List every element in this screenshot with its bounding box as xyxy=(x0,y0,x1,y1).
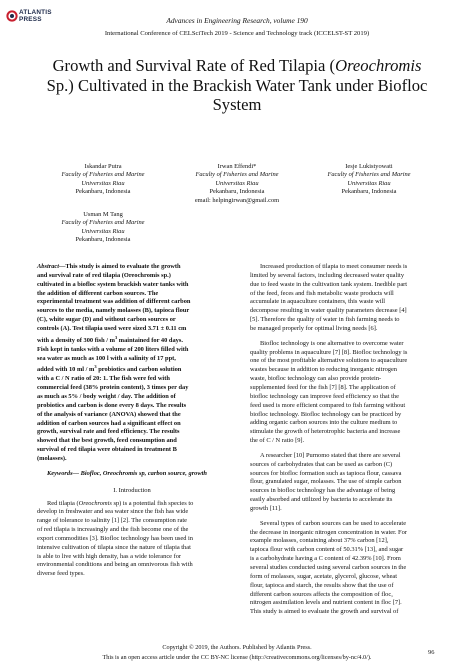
author-university: Universitas Riau xyxy=(347,179,391,187)
paper-title xyxy=(40,56,434,115)
text-line: flour, tapioca and starch, the results show that the use of xyxy=(250,581,394,589)
text-line: [5]. Therefore the quality of water in fish farming needs to xyxy=(250,316,400,324)
author-name: Irwan Effendi* xyxy=(217,163,257,170)
text-line: wastes because in addition to reducing inorganic nitrogen xyxy=(250,366,398,374)
author-name: Iesje Lukistyowati xyxy=(345,163,393,170)
text-line: growth [11]. xyxy=(250,504,282,512)
text-line: feed used is more efficient compared to fish farming without xyxy=(250,401,406,409)
text-line: quality problems in aquaculture [7] [8]. Biofloc technology is xyxy=(250,348,408,356)
author-block xyxy=(299,163,439,197)
text-line: is a carbohydrate having a C content of 42.39% [10]. From xyxy=(250,555,401,563)
author-affiliation: Faculty of Fisheries and Marine xyxy=(61,171,145,179)
title-pre: Growth and Survival Rate of Red Tilapia ( xyxy=(52,56,336,75)
author-university: Universitas Riau xyxy=(81,179,125,187)
text-line: biofloc technology. Biofloc technology can be practiced by xyxy=(250,410,402,418)
paragraph-3 xyxy=(250,452,440,514)
abstract: Abstract—This study is aimed to evaluate the growth and survival rate of red tilapia (Oreochromis sp.) cultivated in a biofloc system brackish water tanks with the addition of different carbon sources. The experimental treatment was addition of different carbon sources to the media, namely molasses (B), tapioca flour (C), white sugar (D) and without carbon sources or controls (A). Test tilapia used were sized 3.71 ± 0.11 cm with a density of 300 fish / $m^3$ maintained for 40 days. Fish kept in tanks with a volume of 200 liters filled with sea water as much as 100 l with a salinity of 17 ppt, added with 10 ml / $m^3$ probiotics and carbon solution with a C / N ratio of 20: 1. The fish were fed with commercial feed (38% protein content), 3 times per day as much as 5% / body weight / day. The addition of probiotics and carbon is done every 8 days. The results of the analysis of variance (ANOVA) showed that the addition of carbon sources had a significant effect on growth, survival rate and feed efficiency. The results showed that the best growth, feed consumption and survival of red tilapia were obtained in treatment B (molasses). xyxy=(37,263,191,462)
text-line: waste, biofloc technology can also provide protein- xyxy=(250,375,382,383)
text-line: sources for biofloc formation such as tapioca flour, cassava xyxy=(250,469,402,477)
conference-name: International Conference of CELSciTech 2019 - Science and Technology track (ICCELST-ST 2019) xyxy=(104,30,370,37)
text-line: form of molasses, sugar, acetate, glycerol, glucose, wheat xyxy=(250,572,398,580)
text-line: sources of carbohydrates that can be used as carbon (C) xyxy=(250,460,393,468)
footer-copyright: Copyright © 2019, the Authors. Published by Atlantis Press. xyxy=(162,644,312,651)
abstract-label: Abstract xyxy=(37,263,60,270)
text-line: be managed properly for optimal living needs [6]. xyxy=(250,324,378,332)
text-line: flour, granulated sugar, molasses. The use of simple carbon xyxy=(250,478,402,486)
text-line: tapioca flour with carbon content of 50.31% [13], and sugar xyxy=(250,546,404,554)
text-line: different carbon sources affects the composition of floc, xyxy=(250,590,393,598)
text-line: nitrogen assimilation levels and nutrient content in floc [7]. xyxy=(250,599,402,607)
left-column xyxy=(37,263,227,579)
title-post: Sp.) Cultivated in the Brackish Water Tank under Biofloc System xyxy=(46,75,428,114)
author-city: Pekanbaru, Indonesia xyxy=(209,188,265,196)
author-email: email: helpingirwan@gmail.com xyxy=(194,196,280,204)
author-university: Universitas Riau xyxy=(81,227,125,235)
text-line: sources in biofloc technology has the advantage of being xyxy=(250,487,396,495)
paragraph-1 xyxy=(250,263,440,334)
page-number: 96 xyxy=(428,649,435,656)
text-line: decompose resulting in water quality parameters decrease [4] xyxy=(250,307,407,315)
keywords: Keywords— Biofloc, Oreochromis sp, carbon source, growth xyxy=(47,469,207,477)
author-name: Usman M Tang xyxy=(83,211,123,218)
footer-license: This is an open access article under the CC BY-NC license (http://creativecommons.org/licenses/by-nc/4.0/). xyxy=(102,654,372,661)
paragraph-2 xyxy=(250,340,440,446)
author-city: Pekanbaru, Indonesia xyxy=(341,188,397,196)
author-affiliation: Faculty of Fisheries and Marine xyxy=(327,171,411,179)
text-line: easily absorbed and utilized by bacteria to accelerate its xyxy=(250,496,393,504)
author-affiliation: Faculty of Fisheries and Marine xyxy=(195,171,279,179)
text-line: the decrease in inorganic nitrogen concentration in water. For xyxy=(250,528,407,536)
text-line: supplemented feed for the fish [7] [8]. The application of xyxy=(250,383,396,391)
text-line: Several types of carbon sources can be used to accelerate xyxy=(260,519,407,527)
author-name: Iskandar Putra xyxy=(84,163,122,170)
text-line: Biofloc technology is one alternative to overcome water xyxy=(260,339,404,347)
author-affiliation: Faculty of Fisheries and Marine xyxy=(61,219,145,227)
text-line: the of C / N ratio [9]. xyxy=(250,437,305,445)
author-city: Pekanbaru, Indonesia xyxy=(75,236,131,244)
text-line: Increased production of tilapia to meet consumer needs is xyxy=(260,263,408,270)
journal-name: Advances in Engineering Research, volume 190 xyxy=(166,16,308,25)
text-line: A researcher [10] Purnomo stated that there are several xyxy=(260,451,401,459)
text-line: example molasses, containing about 37% carbon [12], xyxy=(250,537,389,545)
text-line: This study is aimed to evaluate the growth and survival of xyxy=(250,608,399,616)
logo-line1: ATLANTIS xyxy=(19,9,52,16)
logo-line2: PRESS xyxy=(19,16,42,24)
author-city: Pekanbaru, Indonesia xyxy=(75,188,131,196)
author-block xyxy=(33,163,173,197)
text-line: one of the most profitable alternative solutions to aquaculture xyxy=(250,357,408,365)
text-line: adding organic carbon sources into the culture medium to xyxy=(250,419,398,427)
text-line: several studies conducted using several carbon sources in the xyxy=(250,564,407,571)
text-line: stimulate the growth of heterotrophic bacteria and increase xyxy=(250,428,401,436)
right-column xyxy=(250,263,440,617)
title-italic: Oreochromis xyxy=(335,56,422,75)
section-heading-introduction: I. Introduction xyxy=(113,486,151,494)
introduction-paragraph: Red tilapia (Oreochromis sp) is a potential fish species to develop in freshwater and sea water since the fish has wide range of tolerance to salinity [1] [2]. The consumption rate of red tilapia is increasingly and the fish become one of the export commodities [3]. Biofloc technology has been used in intensive cultivation of tilapia since the nature of tilapia that is able to live with high density, has a wide tolerance for environmental conditions and being an omnivorous fish with diverse feed types. xyxy=(37,499,194,578)
text-line: limited by several factors, including decreased water quality xyxy=(250,271,405,279)
author-block xyxy=(33,211,173,245)
paragraph-4 xyxy=(250,520,440,617)
text-line: biofloc technology can improve feed efficiency so that the xyxy=(250,392,399,400)
text-line: accumulate in aquaculture containers, this waste will xyxy=(250,298,386,306)
author-block xyxy=(167,163,307,205)
text-line: of the feed, feces and fish metabolic waste products will xyxy=(250,289,394,297)
author-university: Universitas Riau xyxy=(215,179,259,187)
text-line: due to feed waste in the cultivation tank system. Inedible part xyxy=(250,280,408,288)
